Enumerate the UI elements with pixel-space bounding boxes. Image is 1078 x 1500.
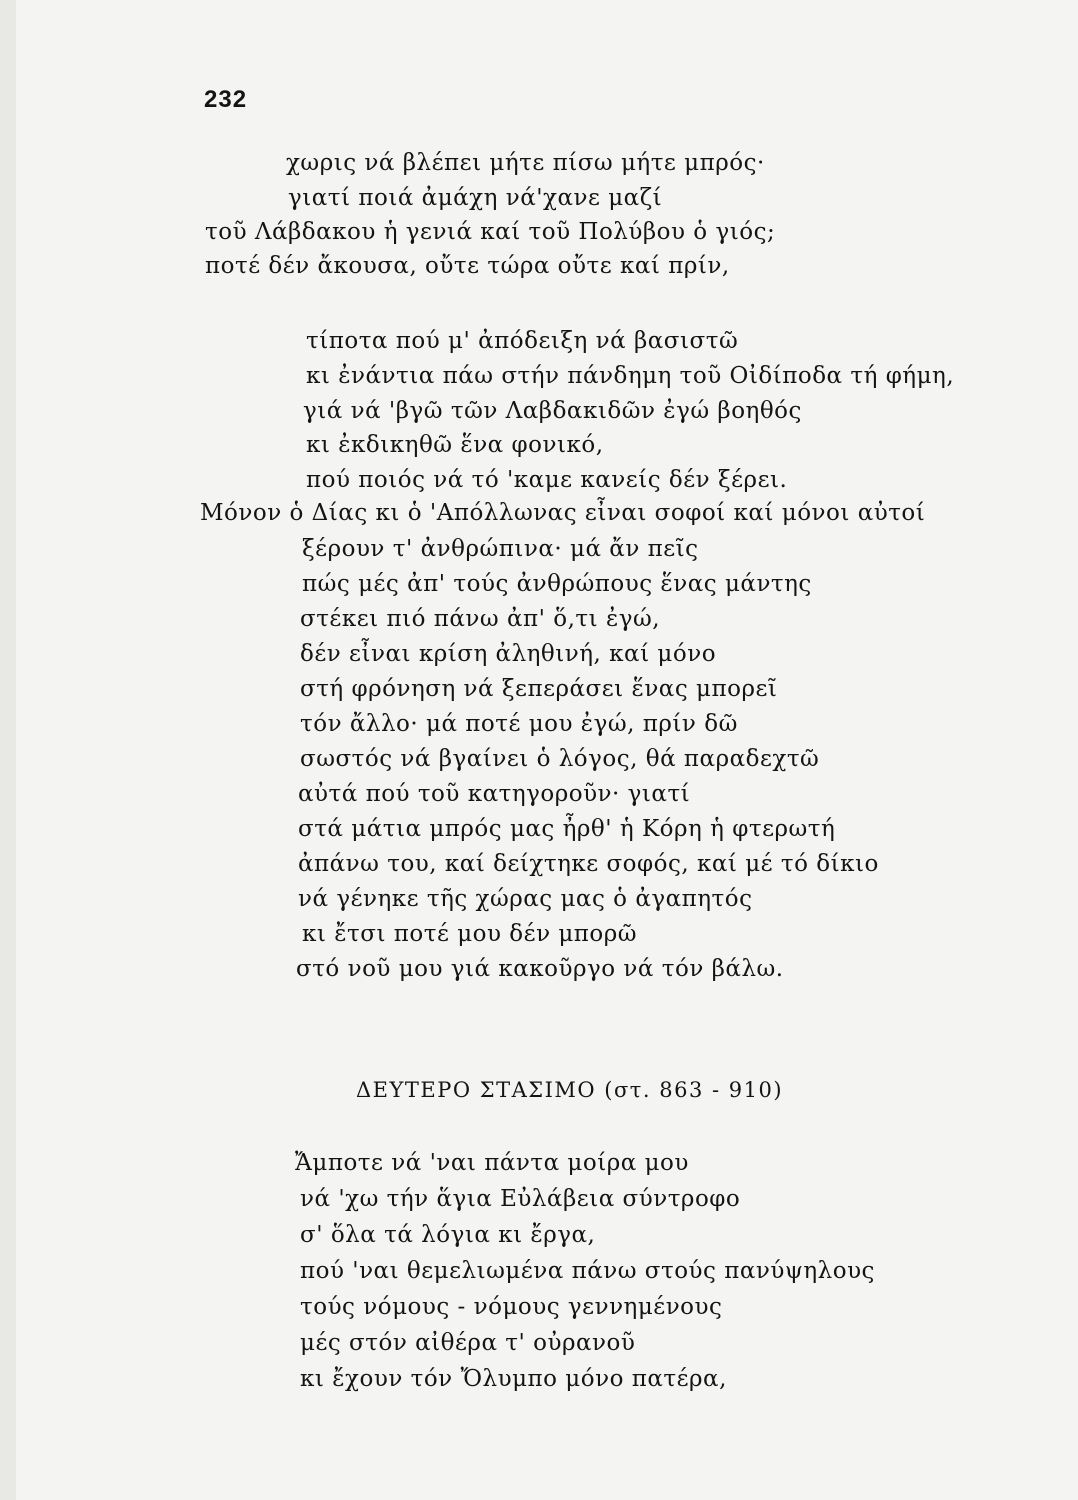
verse-line: κι ἐνάντια πάω στήν πάνδημη τοῦ Οἰδίποδα τή φήμη, xyxy=(306,363,955,389)
verse-line: τούς νόμους - νόμους γεννημένους xyxy=(300,1294,723,1320)
verse-line: κι ἔτσι ποτέ μου δέν μπορῶ xyxy=(302,921,638,947)
verse-line: μές στόν αἰθέρα τ' οὐρανοῦ xyxy=(300,1330,636,1356)
verse-line: τοῦ Λάβδακου ἡ γενιά καί τοῦ Πολύβου ὁ γιός; xyxy=(205,219,776,245)
verse-line: σ' ὅλα τά λόγια κι ἔργα, xyxy=(300,1222,596,1248)
verse-line: ἀπάνω του, καί δείχτηκε σοφός, καί μέ τό δίκιο xyxy=(298,851,879,877)
verse-line: κι ἔχουν τόν Ὄλυμπο μόνο πατέρα, xyxy=(300,1366,727,1392)
page-edge xyxy=(0,0,16,1500)
verse-line: κι ἐκδικηθῶ ἕνα φονικό, xyxy=(306,432,604,458)
verse-line: στή φρόνηση νά ξεπεράσει ἕνας μπορεῖ xyxy=(300,676,778,702)
verse-line: πώς μές ἀπ' τούς ἀνθρώπους ἕνας μάντης xyxy=(302,571,812,597)
verse-line: Ἄμποτε νά 'ναι πάντα μοίρα μου xyxy=(295,1150,689,1176)
verse-line: πού 'ναι θεμελιωμένα πάνω στούς πανύψηλους xyxy=(300,1258,875,1284)
verse-line: νά 'χω τήν ἅγια Εὐλάβεια σύντροφο xyxy=(300,1186,741,1212)
verse-line: δέν εἶναι κρίση ἀληθινή, καί μόνο xyxy=(300,641,717,667)
verse-line: χωρις νά βλέπει μήτε πίσω μήτε μπρός· xyxy=(286,150,765,176)
verse-line: ξέρουν τ' ἀνθρώπινα· μά ἄν πεῖς xyxy=(302,536,699,562)
verse-line: στά μάτια μπρός μας ἦρθ' ἡ Κόρη ἡ φτερωτή xyxy=(298,816,836,842)
verse-line: στό νοῦ μου γιά κακοῦργο νά τόν βάλω. xyxy=(296,956,784,982)
verse-line: ποτέ δέν ἄκουσα, οὔτε τώρα οὔτε καί πρίν, xyxy=(205,253,730,279)
verse-line: σωστός νά βγαίνει ὁ λόγος, θά παραδεχτῶ xyxy=(300,746,820,772)
verse-line: πού ποιός νά τό 'καμε κανείς δέν ξέρει. xyxy=(306,467,788,493)
page-number: 232 xyxy=(204,86,248,113)
verse-line: τόν ἄλλο· μά ποτέ μου ἐγώ, πρίν δῶ xyxy=(300,711,738,737)
verse-line: γιατί ποιά ἀμάχη νά'χανε μαζί xyxy=(288,185,663,211)
verse-line: τίποτα πού μ' ἀπόδειξη νά βασιστῶ xyxy=(306,328,739,354)
section-title: ΔΕΥΤΕΡΟ ΣΤΑΣΙΜΟ (στ. 863 - 910) xyxy=(356,1078,784,1102)
verse-line: στέκει πιό πάνω ἀπ' ὅ,τι ἐγώ, xyxy=(300,606,661,632)
verse-line: αὐτά πού τοῦ κατηγοροῦν· γιατί xyxy=(298,781,691,807)
verse-line: γιά νά 'βγῶ τῶν Λαβδακιδῶν ἐγώ βοηθός xyxy=(303,398,802,424)
verse-line: Μόνον ὁ Δίας κι ὁ 'Απόλλωνας εἶναι σοφοί καί μόνοι αὐτοί xyxy=(200,500,926,526)
verse-line: νά γένηκε τῆς χώρας μας ὁ ἀγαπητός xyxy=(298,886,753,912)
